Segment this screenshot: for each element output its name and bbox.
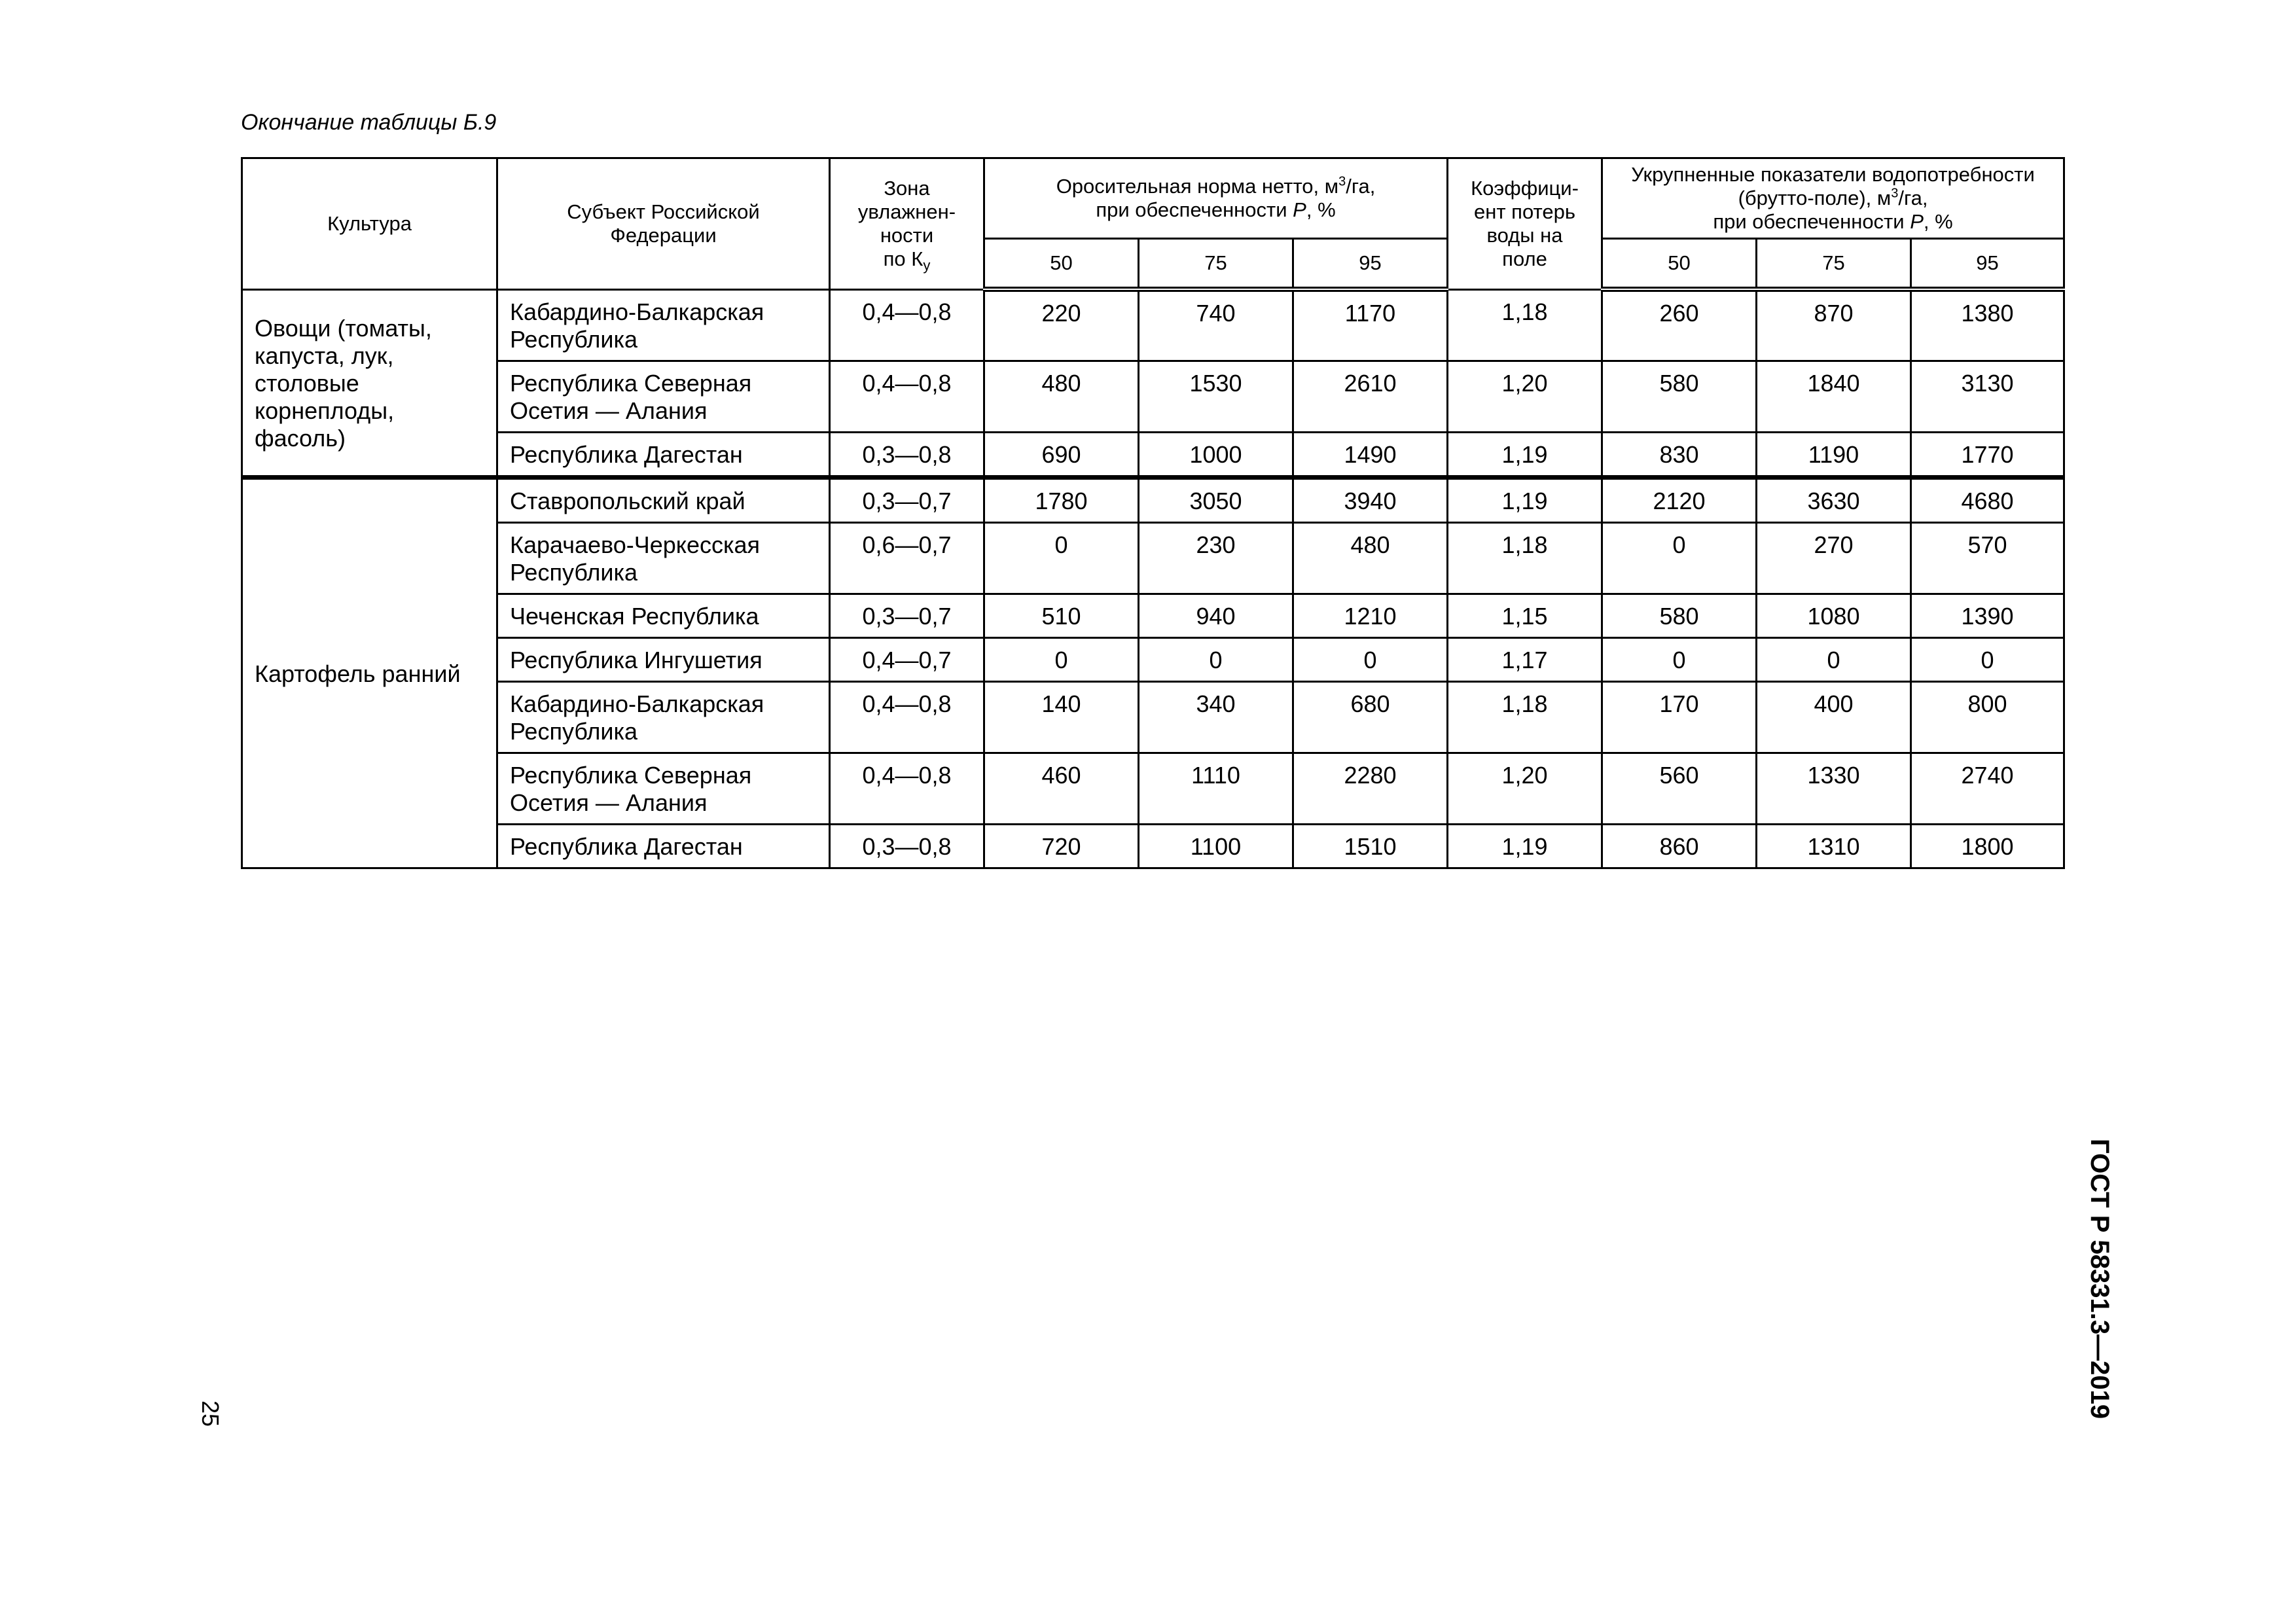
gross-50-cell: 0 — [1602, 522, 1757, 594]
table-row — [242, 289, 2064, 361]
header-net-95: 95 — [1293, 239, 1448, 290]
zone-cell: 0,4—0,8 — [830, 753, 984, 824]
zone-cell: 0,4—0,8 — [830, 361, 984, 432]
gross-95-cell: 800 — [1911, 681, 2064, 753]
net-95-cell: 1510 — [1293, 824, 1448, 868]
net-50-cell: 480 — [984, 361, 1139, 432]
coef-cell: 1,18 — [1448, 681, 1602, 753]
gross-95-cell: 4680 — [1911, 477, 2064, 522]
zone-cell: 0,4—0,8 — [830, 681, 984, 753]
region-cell: Кабардино-Балкарская Республика — [497, 681, 830, 753]
net-75-cell: 3050 — [1139, 477, 1293, 522]
header-gross-95: 95 — [1911, 239, 2064, 290]
gross-50-cell: 0 — [1602, 637, 1757, 681]
net-50-cell: 690 — [984, 432, 1139, 477]
gross-50-cell: 2120 — [1602, 477, 1757, 522]
gross-95-cell: 3130 — [1911, 361, 2064, 432]
gross-75-cell: 1310 — [1757, 824, 1911, 868]
gross-75-cell: 1190 — [1757, 432, 1911, 477]
region-cell: Чеченская Республика — [497, 594, 830, 637]
gross-95-cell: 570 — [1911, 522, 2064, 594]
coef-cell: 1,20 — [1448, 361, 1602, 432]
table-row — [242, 753, 2064, 824]
zone-cell: 0,6—0,7 — [830, 522, 984, 594]
net-75-cell: 1000 — [1139, 432, 1293, 477]
header-gross-indicators: Укрупненные показатели водопотребности (брутто-поле), $м^3/га$, при обеспеченности Р, % — [1602, 158, 2064, 239]
gross-75-cell: 0 — [1757, 637, 1911, 681]
net-50-cell: 140 — [984, 681, 1139, 753]
header-row — [242, 158, 2064, 239]
gross-50-cell: 580 — [1602, 361, 1757, 432]
net-50-cell: 220 — [984, 289, 1139, 361]
net-95-cell: 2610 — [1293, 361, 1448, 432]
table-row — [242, 522, 2064, 594]
group-vegetables — [242, 289, 2064, 477]
net-75-cell: 230 — [1139, 522, 1293, 594]
net-75-cell: 0 — [1139, 637, 1293, 681]
gross-50-cell: 170 — [1602, 681, 1757, 753]
table-row — [242, 432, 2064, 477]
header-loss-coefficient: Коэффици- ент потерь воды на поле — [1448, 158, 1602, 290]
table-caption: Окончание таблицы Б.9 — [241, 110, 497, 135]
region-cell: Карачаево-Черкесская Республика — [497, 522, 830, 594]
net-75-cell: 340 — [1139, 681, 1293, 753]
coef-cell: 1,20 — [1448, 753, 1602, 824]
table-row — [242, 637, 2064, 681]
gross-95-cell: 0 — [1911, 637, 2064, 681]
gross-50-cell: 560 — [1602, 753, 1757, 824]
header-zone: Зона увлажнен- ности по $К_у$ — [830, 158, 984, 290]
net-95-cell: 1210 — [1293, 594, 1448, 637]
net-95-cell: 480 — [1293, 522, 1448, 594]
table-row — [242, 594, 2064, 637]
header-net-75: 75 — [1139, 239, 1293, 290]
net-75-cell: 1110 — [1139, 753, 1293, 824]
gross-50-cell: 260 — [1602, 289, 1757, 361]
crop-cell: Овощи (томаты, капуста, лук, столовые корнеплоды, фасоль) — [242, 289, 497, 477]
gross-75-cell: 1840 — [1757, 361, 1911, 432]
region-cell: Республика Ингушетия — [497, 637, 830, 681]
header-net-norm: Оросительная норма нетто, $м^3/га$, при обеспеченности Р, % — [984, 158, 1448, 239]
gross-95-cell: 1800 — [1911, 824, 2064, 868]
net-50-cell: 1780 — [984, 477, 1139, 522]
zone-cell: 0,4—0,8 — [830, 289, 984, 361]
net-75-cell: 1530 — [1139, 361, 1293, 432]
net-75-cell: 940 — [1139, 594, 1293, 637]
gross-75-cell: 1330 — [1757, 753, 1911, 824]
gross-50-cell: 860 — [1602, 824, 1757, 868]
coef-cell: 1,18 — [1448, 522, 1602, 594]
net-95-cell: 680 — [1293, 681, 1448, 753]
gross-75-cell: 270 — [1757, 522, 1911, 594]
water-requirement-table — [241, 157, 2065, 869]
region-cell: Республика Северная Осетия — Алания — [497, 361, 830, 432]
region-cell: Кабардино-Балкарская Республика — [497, 289, 830, 361]
gross-50-cell: 830 — [1602, 432, 1757, 477]
coef-cell: 1,19 — [1448, 477, 1602, 522]
gross-75-cell: 1080 — [1757, 594, 1911, 637]
coef-cell: 1,19 — [1448, 432, 1602, 477]
zone-cell: 0,3—0,8 — [830, 432, 984, 477]
zone-cell: 0,3—0,8 — [830, 824, 984, 868]
crop-cell: Картофель ранний — [242, 477, 497, 868]
region-cell: Республика Дагестан — [497, 432, 830, 477]
gross-95-cell: 1770 — [1911, 432, 2064, 477]
table-row — [242, 681, 2064, 753]
zone-cell: 0,3—0,7 — [830, 477, 984, 522]
net-75-cell: 1100 — [1139, 824, 1293, 868]
gross-95-cell: 1390 — [1911, 594, 2064, 637]
region-cell: Республика Дагестан — [497, 824, 830, 868]
header-crop: Культура — [242, 158, 497, 290]
table-row — [242, 477, 2064, 522]
net-95-cell: 3940 — [1293, 477, 1448, 522]
group-early-potato — [242, 477, 2064, 868]
gross-75-cell: 870 — [1757, 289, 1911, 361]
zone-cell: 0,3—0,7 — [830, 594, 984, 637]
coef-cell: 1,18 — [1448, 289, 1602, 361]
gross-95-cell: 1380 — [1911, 289, 2064, 361]
coef-cell: 1,15 — [1448, 594, 1602, 637]
net-50-cell: 460 — [984, 753, 1139, 824]
net-50-cell: 0 — [984, 522, 1139, 594]
gross-75-cell: 400 — [1757, 681, 1911, 753]
zone-cell: 0,4—0,7 — [830, 637, 984, 681]
net-50-cell: 720 — [984, 824, 1139, 868]
page-number: 25 — [197, 1400, 224, 1427]
net-50-cell: 0 — [984, 637, 1139, 681]
header-gross-75: 75 — [1757, 239, 1911, 290]
net-95-cell: 1490 — [1293, 432, 1448, 477]
net-95-cell: 1170 — [1293, 289, 1448, 361]
region-cell: Ставропольский край — [497, 477, 830, 522]
header-gross-50: 50 — [1602, 239, 1757, 290]
net-50-cell: 510 — [984, 594, 1139, 637]
net-95-cell: 0 — [1293, 637, 1448, 681]
net-95-cell: 2280 — [1293, 753, 1448, 824]
region-cell: Республика Северная Осетия — Алания — [497, 753, 830, 824]
gross-50-cell: 580 — [1602, 594, 1757, 637]
table-row — [242, 824, 2064, 868]
net-75-cell: 740 — [1139, 289, 1293, 361]
gross-95-cell: 2740 — [1911, 753, 2064, 824]
gross-75-cell: 3630 — [1757, 477, 1911, 522]
standard-code: ГОСТ Р 58331.3—2019 — [2085, 1139, 2114, 1419]
header-region: Субъект Российской Федерации — [497, 158, 830, 290]
table-row — [242, 361, 2064, 432]
coef-cell: 1,17 — [1448, 637, 1602, 681]
coef-cell: 1,19 — [1448, 824, 1602, 868]
header-net-50: 50 — [984, 239, 1139, 290]
